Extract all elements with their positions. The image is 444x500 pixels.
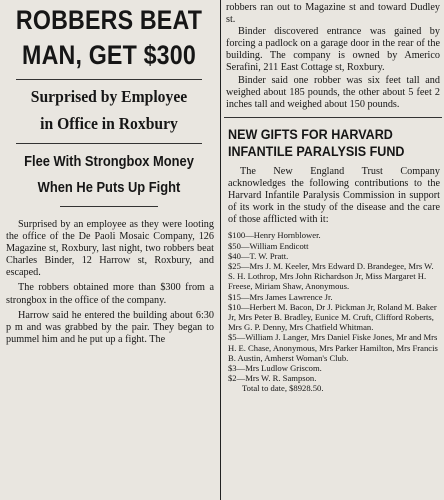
divider xyxy=(60,206,158,207)
list-item: $3—Mrs Ludlow Griscom. xyxy=(228,362,322,373)
article-paragraph: The robbers obtained more than $300 from a strongbox in the office of the company. xyxy=(6,282,214,306)
article-paragraph: Harrow said he entered the building about 6:30 p m and was grabbed by the pair. They began to pummel him and he put up a fight. The xyxy=(6,309,214,345)
list-item: $10—Herbert M. Bacon, Dr J. Pickman Jr, Roland M. Baker Jr, Mrs Peter B. Bradley, Eunice M. Cruft, Clifford Roberts, Mrs G. P. Denny, Mrs Chatfield Whitman. xyxy=(228,301,437,333)
deck-line-4: When He Puts Up Fight xyxy=(37,179,181,196)
divider xyxy=(16,79,202,80)
fund-headline-line-2: INFANTILE PARALYSIS FUND xyxy=(228,143,405,159)
article-paragraph: The New England Trust Company acknowledges the following contributions to the Harvard Infantile Paralysis Commission in support of its work in the study of the disease and the care of those afflicted with it: xyxy=(228,165,440,226)
left-column xyxy=(0,0,218,500)
fund-article xyxy=(228,126,440,394)
list-item: $40—T. W. Pratt. xyxy=(228,250,289,261)
fund-intro xyxy=(228,166,440,226)
right-column xyxy=(224,0,442,500)
article-paragraph: robbers ran out to Magazine st and toward Dudley st. xyxy=(226,2,440,26)
list-item: $25—Mrs J. M. Keeler, Mrs Edward D. Brandegee, Mrs W. S. H. Lothrop, Mrs John Richardson Jr, Miss Margaret H. Freese, Miriam Shaw, Anonymous. xyxy=(228,260,434,292)
deck-line-3: Flee With Strongbox Money xyxy=(24,153,194,170)
list-item: $15—Mrs James Lawrence Jr. xyxy=(228,291,333,302)
list-item: $5—William J. Langer, Mrs Daniel Fiske Jones, Mr and Mrs H. E. Chase, Anonymous, Mrs Parker Hamilton, Mrs Francis B. Austin, Amherst Woman's Club. xyxy=(228,332,438,363)
fund-headline-line-1: NEW GIFTS FOR HARVARD xyxy=(228,126,393,142)
donor-list xyxy=(228,230,440,393)
deck-line-1: Surprised by Employee xyxy=(30,87,188,106)
headline-line-1: ROBBERS BEAT xyxy=(15,5,203,35)
list-item: $50—William Endicott xyxy=(228,240,309,251)
list-item: $100—Henry Hornblower. xyxy=(228,230,321,241)
headline-line-2: MAN, GET $300 xyxy=(22,40,196,70)
article-paragraph: Binder said one robber was six feet tall and weighed about 185 pounds, the other about 5 feet 2 inches tall and weighed about 150 pounds. xyxy=(226,74,440,110)
divider xyxy=(224,117,442,118)
article-paragraph: Binder discovered entrance was gained by forcing a padlock on a garage door in the rear of the building. The company is owned by Americo Serafini, 211 East Cottage st, Roxbury. xyxy=(226,26,440,74)
article-continuation xyxy=(226,2,440,111)
article-paragraph: Surprised by an employee as they were looting the office of the De Paoli Mosaic Company, 126 Magazine st, Roxbury, last night, two robbers beat Charles Binder, 12 Harrow st, Roxbury, and escaped. xyxy=(6,219,214,279)
list-total: Total to date, $8928.50. xyxy=(242,383,324,394)
article-body xyxy=(6,219,214,346)
column-rule xyxy=(220,0,221,500)
divider xyxy=(16,143,202,144)
deck-line-2: in Office in Roxbury xyxy=(40,114,178,133)
list-item: $2—Mrs W. R. Sampson. xyxy=(228,373,317,384)
